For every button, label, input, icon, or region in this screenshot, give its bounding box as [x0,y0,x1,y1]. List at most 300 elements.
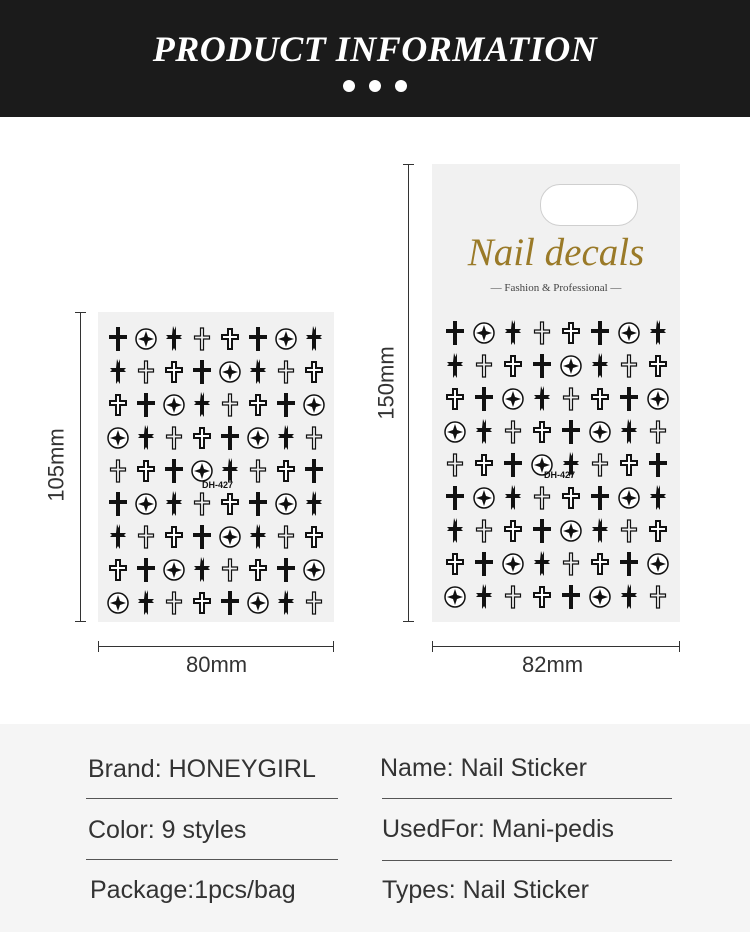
cross-sticker-icon [588,484,612,512]
cross-sticker-icon [646,517,670,545]
sticker-cell [585,448,614,481]
sticker-cell [469,415,498,448]
sticker-cell [527,316,556,349]
sticker-cell [440,316,469,349]
sticker-cell [556,316,585,349]
sticker-cell [216,586,244,619]
sticker-cell [527,481,556,514]
cross-sticker-icon [559,385,583,413]
sticker-cell [614,547,643,580]
height-dimension-line [80,312,81,622]
sticker-cell [614,448,643,481]
cross-sticker-icon [134,457,158,485]
cross-sticker-icon [218,358,242,386]
sticker-cell [469,547,498,580]
sticker-cell [272,355,300,388]
cross-sticker-icon [646,418,670,446]
cross-sticker-icon [472,319,496,347]
sticker-cell [216,355,244,388]
name-text: Name: Nail Sticker [380,754,587,782]
cross-sticker-icon [218,424,242,452]
cross-sticker-icon [646,451,670,479]
cross-sticker-icon [443,319,467,347]
cross-sticker-icon [246,490,270,518]
sticker-cell [132,520,160,553]
cross-sticker-icon [588,385,612,413]
sticker-cell [104,322,132,355]
header-dots [0,80,750,92]
cross-sticker-icon [501,484,525,512]
sticker-cell [216,487,244,520]
sticker-cell [440,349,469,382]
cross-sticker-icon [501,583,525,611]
sticker-cell [643,580,672,613]
sticker-cell [614,316,643,349]
dot-icon [369,80,381,92]
cross-sticker-icon [190,490,214,518]
cross-sticker-icon [302,523,326,551]
cross-sticker-icon [106,358,130,386]
cross-sticker-icon [501,451,525,479]
sticker-cell [272,520,300,553]
cross-sticker-icon [302,391,326,419]
sticker-cell [556,415,585,448]
cross-sticker-icon [530,583,554,611]
cross-sticker-icon [302,358,326,386]
cross-sticker-icon [134,424,158,452]
sticker-cell [614,415,643,448]
sticker-cell [585,547,614,580]
sticker-cell [300,520,328,553]
cross-sticker-icon [106,589,130,617]
page-title: PRODUCT INFORMATION [152,29,598,69]
cross-sticker-icon [218,391,242,419]
sticker-cell [132,322,160,355]
cross-sticker-icon [162,490,186,518]
cross-sticker-icon [530,319,554,347]
sticker-cell [160,355,188,388]
sticker-cell [216,520,244,553]
cross-sticker-icon [501,352,525,380]
cross-sticker-icon [530,484,554,512]
sticker-cell [244,553,272,586]
sticker-cell [440,382,469,415]
sticker-cell [244,322,272,355]
cross-sticker-icon [501,550,525,578]
product-details [0,724,750,932]
sticker-cell [498,382,527,415]
sticker-cell [244,487,272,520]
cross-sticker-icon [162,589,186,617]
sticker-cell [585,514,614,547]
sticker-cell [272,454,300,487]
cross-sticker-icon [530,550,554,578]
sticker-cell [643,547,672,580]
sticker-cell [160,322,188,355]
cross-sticker-icon [443,583,467,611]
sticker-cell [300,586,328,619]
cross-sticker-icon [246,457,270,485]
sticker-cell [585,415,614,448]
cross-sticker-icon [617,451,641,479]
cross-sticker-icon [274,490,298,518]
cross-sticker-icon [530,517,554,545]
sticker-cell [469,382,498,415]
width-dimension-label: 80mm [186,652,248,677]
sticker-cell [585,481,614,514]
cross-sticker-icon [443,550,467,578]
sticker-cell [469,448,498,481]
sticker-cell [160,520,188,553]
sticker-cell [527,349,556,382]
width-dimension-label: 82mm [522,652,584,677]
sticker-cell [614,382,643,415]
cross-sticker-icon [162,424,186,452]
sticker-cell [440,580,469,613]
sticker-cell [300,421,328,454]
cross-sticker-icon [302,589,326,617]
sticker-cell [188,487,216,520]
cross-sticker-icon [274,523,298,551]
sticker-cell [469,580,498,613]
cross-sticker-icon [190,391,214,419]
cross-sticker-icon [218,523,242,551]
cross-sticker-icon [106,523,130,551]
types-text: Types: Nail Sticker [382,876,590,904]
sticker-cell [104,520,132,553]
sticker-cell [244,421,272,454]
used-for-text: UsedFor: Mani-pedis [382,815,615,843]
sticker-cell [300,355,328,388]
sticker-cell [160,586,188,619]
cross-sticker-icon [134,358,158,386]
sticker-cell [104,421,132,454]
cross-sticker-icon [274,358,298,386]
divider [86,798,338,799]
cross-sticker-icon [646,385,670,413]
sticker-cell [160,553,188,586]
sticker-cell [643,382,672,415]
sticker-cell [498,580,527,613]
sheet-code: DH-427 [202,480,234,490]
height-dimension-line [408,164,409,622]
sticker-cell [643,514,672,547]
cross-sticker-icon [302,490,326,518]
cross-sticker-icon [218,556,242,584]
cross-sticker-icon [162,523,186,551]
cross-sticker-icon [302,424,326,452]
decal-subtitle: — Fashion & Professional — [490,282,622,294]
sticker-cell [498,316,527,349]
cross-sticker-icon [246,391,270,419]
header-banner [0,0,750,117]
cross-sticker-icon [274,391,298,419]
cross-sticker-icon [190,523,214,551]
cross-sticker-icon [588,550,612,578]
cross-sticker-icon [443,352,467,380]
cross-sticker-icon [190,556,214,584]
cross-sticker-icon [218,589,242,617]
cross-sticker-icon [134,490,158,518]
cross-sticker-icon [472,385,496,413]
sticker-cell [498,547,527,580]
sticker-cell [643,349,672,382]
cross-sticker-icon [501,418,525,446]
cross-sticker-icon [443,451,467,479]
divider [86,859,338,860]
sticker-cell [272,553,300,586]
sticker-cell [527,382,556,415]
sticker-cell [244,454,272,487]
cross-sticker-icon [106,457,130,485]
sticker-cell [440,415,469,448]
dot-icon [395,80,407,92]
sticker-cell [272,322,300,355]
sticker-cell [104,487,132,520]
sticker-cell [643,415,672,448]
cross-sticker-icon [530,352,554,380]
cross-sticker-icon [106,391,130,419]
cross-sticker-icon [106,490,130,518]
sticker-cell [585,382,614,415]
sticker-cell [498,415,527,448]
sticker-cell [132,355,160,388]
cross-sticker-icon [617,517,641,545]
cross-sticker-icon [218,490,242,518]
color-text: Color: 9 styles [88,816,247,844]
sticker-cell [469,316,498,349]
sticker-cell [469,514,498,547]
cross-sticker-icon [246,424,270,452]
sticker-cell [188,322,216,355]
cross-sticker-icon [646,319,670,347]
sticker-cell [188,355,216,388]
width-dimension-line [98,646,334,647]
sticker-cell [556,382,585,415]
sticker-cell [585,349,614,382]
cross-sticker-icon [246,358,270,386]
cross-sticker-icon [559,319,583,347]
cross-sticker-icon [162,391,186,419]
cross-sticker-icon [646,550,670,578]
sticker-cell [643,481,672,514]
cross-sticker-icon [617,352,641,380]
sticker-cell [556,547,585,580]
sticker-cell [272,421,300,454]
sticker-cell [556,349,585,382]
cross-sticker-icon [501,385,525,413]
cross-sticker-icon [106,424,130,452]
sticker-cell [272,388,300,421]
cross-sticker-icon [190,325,214,353]
sticker-cell [300,388,328,421]
cross-sticker-icon [617,583,641,611]
sticker-cell [527,547,556,580]
cross-sticker-icon [302,556,326,584]
sticker-cell [300,553,328,586]
sticker-cell [132,553,160,586]
cross-sticker-icon [530,418,554,446]
sticker-cell [244,388,272,421]
cross-sticker-icon [617,319,641,347]
cross-sticker-icon [588,418,612,446]
cross-sticker-icon [246,325,270,353]
sticker-cell [527,415,556,448]
sticker-cell [188,553,216,586]
sticker-cell [643,448,672,481]
cross-sticker-icon [134,391,158,419]
sticker-cell [469,481,498,514]
sticker-cell [216,388,244,421]
hang-slot [540,184,638,226]
cross-sticker-icon [274,589,298,617]
sticker-cell [498,514,527,547]
sticker-cell [188,421,216,454]
sticker-cell [556,514,585,547]
cross-sticker-icon [559,484,583,512]
sticker-cell [498,349,527,382]
sticker-cell [440,448,469,481]
sticker-cell [104,454,132,487]
cross-sticker-icon [302,325,326,353]
cross-sticker-icon [501,319,525,347]
sticker-cell [188,520,216,553]
cross-sticker-icon [588,517,612,545]
sticker-cell [104,388,132,421]
sticker-cell [188,388,216,421]
sticker-cell [614,514,643,547]
sticker-cell [216,553,244,586]
sticker-cell [132,487,160,520]
sticker-cell [160,421,188,454]
cross-sticker-icon [559,550,583,578]
cross-sticker-icon [246,556,270,584]
cross-sticker-icon [246,523,270,551]
sticker-cell [104,553,132,586]
sticker-cell [300,322,328,355]
small-sticker-sheet [98,312,334,622]
cross-sticker-icon [274,457,298,485]
cross-sticker-icon [246,589,270,617]
sticker-cell [440,514,469,547]
sticker-cell [556,580,585,613]
sticker-cell [244,586,272,619]
cross-sticker-icon [274,325,298,353]
cross-sticker-icon [617,484,641,512]
sticker-cell [469,349,498,382]
cross-sticker-icon [472,484,496,512]
sticker-cell [272,487,300,520]
cross-sticker-icon [190,358,214,386]
cross-sticker-icon [443,517,467,545]
sticker-cell [244,355,272,388]
cross-sticker-icon [559,517,583,545]
dot-icon [343,80,355,92]
sticker-cell [216,421,244,454]
sticker-cell [132,421,160,454]
divider [382,798,672,799]
sticker-cell [498,448,527,481]
cross-sticker-icon [472,352,496,380]
package-card [432,164,680,312]
cross-sticker-icon [162,457,186,485]
sticker-cell [104,586,132,619]
sticker-cell [300,487,328,520]
sticker-cell [643,316,672,349]
sticker-cell [440,481,469,514]
cross-sticker-icon [274,556,298,584]
sticker-cell [216,322,244,355]
cross-sticker-icon [530,385,554,413]
cross-sticker-icon [274,424,298,452]
cross-sticker-icon [617,385,641,413]
cross-sticker-icon [162,325,186,353]
sticker-cell [614,580,643,613]
cross-sticker-icon [472,550,496,578]
cross-sticker-icon [501,517,525,545]
sticker-cell [614,349,643,382]
cross-sticker-icon [472,451,496,479]
sticker-cell [160,487,188,520]
sticker-cell [614,481,643,514]
sticker-grid [440,316,672,613]
cross-sticker-icon [162,556,186,584]
cross-sticker-icon [106,556,130,584]
sticker-grid [104,322,328,619]
sticker-cell [527,580,556,613]
cross-sticker-icon [134,325,158,353]
decal-title: Nail decals [467,231,645,274]
cross-sticker-icon [443,385,467,413]
cross-sticker-icon [190,589,214,617]
sticker-cell [498,481,527,514]
cross-sticker-icon [302,457,326,485]
cross-sticker-icon [559,352,583,380]
cross-sticker-icon [443,418,467,446]
cross-sticker-icon [472,517,496,545]
cross-sticker-icon [559,418,583,446]
sticker-cell [585,316,614,349]
sticker-cell [132,454,160,487]
sticker-cell [585,580,614,613]
height-dimension-label: 150mm [373,346,399,420]
cross-sticker-icon [588,583,612,611]
cross-sticker-icon [218,325,242,353]
cross-sticker-icon [617,418,641,446]
height-dimension-label: 105mm [43,428,69,502]
sticker-cell [556,481,585,514]
cross-sticker-icon [617,550,641,578]
sticker-cell [132,586,160,619]
width-dimension-line [432,646,680,647]
sticker-cell [160,454,188,487]
cross-sticker-icon [443,484,467,512]
sticker-cell [132,388,160,421]
cross-sticker-icon [588,451,612,479]
cross-sticker-icon [646,352,670,380]
sticker-cell [160,388,188,421]
cross-sticker-icon [106,325,130,353]
sticker-cell [272,586,300,619]
cross-sticker-icon [472,418,496,446]
cross-sticker-icon [134,556,158,584]
large-sticker-area [432,312,680,622]
package-text: Package:1pcs/bag [90,876,296,904]
large-sticker-sheet [432,164,680,622]
divider [382,860,672,861]
sticker-cell [440,547,469,580]
cross-sticker-icon [472,583,496,611]
